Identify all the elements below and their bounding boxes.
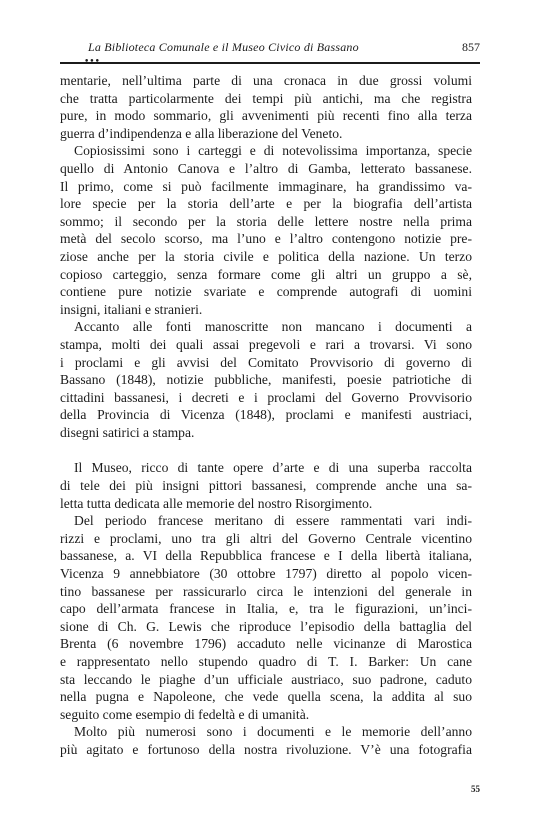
text-line: insigni, italiani e stranieri. — [60, 301, 203, 317]
text-line: Brenta (6 novembre 1796) accaduto nelle vicinanze di Marostica — [60, 636, 472, 652]
header-rule — [60, 62, 480, 64]
text-line: cittadini bassanesi, i decreti e i proclami del Governo Provvisorio — [60, 389, 472, 405]
text-line: Il Museo, ricco di tante opere d’arte e di una superba raccolta — [74, 460, 472, 476]
text-line: pure, in modo sommario, gli avvenimenti più recenti fino alla terza — [60, 108, 472, 124]
text-line: Vicenza 9 annebbiatore (30 ottobre 1797) diretto al popolo vicen- — [60, 566, 472, 582]
text-line: Accanto alle fonti manoscritte non mancano i documenti a — [74, 319, 472, 335]
text-line: mentarie, nell’ultima parte di una cronaca in due grossi volumi — [60, 73, 472, 88]
text-line: Molto più numerosi sono i documenti e le memorie dell’anno — [74, 724, 472, 740]
text-line: quello di Antonio Canova e l’altro di Gamba, letterato bassanese. — [60, 160, 472, 176]
text-line: sta leccando le piaghe d’un ufficiale austriaco, suo padrone, caduto — [60, 671, 472, 687]
text-line: guerra d’indipendenza e alla liberazione del Veneto. — [60, 125, 343, 141]
text-line: ziose anche per la storia civile e politica della nazione. Un terzo — [60, 248, 472, 264]
running-head — [60, 40, 480, 60]
body-text — [60, 72, 472, 759]
text-line: sommo; il secondo per la storia delle lettere nostre nella prima — [60, 213, 472, 229]
text-line: rizzi e proclami, uno tra gli altri del Governo Centrale vicentino — [60, 530, 472, 546]
section-gap — [60, 441, 472, 459]
text-line: disegni satirici a stampa. — [60, 424, 195, 440]
text-line: e rappresentato nello stupendo quadro di T. I. Barker: Un cane — [60, 654, 472, 669]
text-line: i proclami e gli avvisi del Comitato Provvisorio di governo di — [60, 354, 472, 370]
text-line: della Provincia di Vicenza (1848), proclami e manifesti austriaci, — [60, 407, 472, 423]
text-line: stampa, molti dei quali assai pregevoli e rari a trovarsi. Vi sono — [60, 336, 472, 352]
text-line: bassanese, a. VI della Repubblica francese e I della libertà italiana, — [60, 548, 472, 564]
text-line: nella pugna e Napoleone, che vede quella scena, la addita al suo — [60, 689, 472, 705]
text-line: letta tutta dedicata alle memorie del nostro Risorgimento. — [60, 495, 373, 511]
page-number: 857 — [462, 40, 480, 54]
ornament-mark-icon: ••• — [84, 57, 100, 67]
text-line: contiene pure notizie svariate e comprende autografi di uomini — [60, 284, 472, 300]
text-line: Copiosissimi sono i carteggi e di notevolissima importanza, specie — [74, 143, 472, 159]
text-line: Bassano (1848), notizie pubbliche, manifesti, poesie patriotiche di — [60, 372, 472, 388]
text-line: metà del secolo scorso, ma l’uno e l’altro contengono notizie pre- — [60, 231, 472, 247]
text-line: sione di Ch. G. Lewis che riproduce l’episodio della battaglia del — [60, 618, 472, 634]
text-line: capo dell’armata francese in Italia, e, tra le figurazioni, un’inci- — [60, 601, 472, 617]
text-line: Del periodo francese meritano di essere rammentati vari indi- — [74, 513, 472, 529]
text-line: seguito come esempio di fedeltà e di umanità. — [60, 706, 310, 722]
printer-signature: 55 — [471, 784, 480, 794]
text-line: Il primo, come si può facilmente immaginare, ha grandissimo va- — [60, 178, 472, 194]
text-line: tino bassanese per rassicurarlo circa le intenzioni del generale in — [60, 583, 472, 599]
text-line: lore specie per la storia dell’arte e per la biografia dell’artista — [60, 196, 472, 212]
running-title: La Biblioteca Comunale e il Museo Civico di Bassano — [88, 40, 359, 54]
text-line: più agitato e fortunoso della nostra rivoluzione. V’è una fotografia — [60, 741, 472, 757]
text-line: copioso carteggio, senza formare come gli altri un gruppo a sè, — [60, 266, 472, 282]
text-line: di tele dei più insigni pittori bassanesi, comprende anche una sa- — [60, 478, 472, 494]
text-line: che tratta particolarmente dei tempi più antichi, ma che registra — [60, 90, 472, 106]
